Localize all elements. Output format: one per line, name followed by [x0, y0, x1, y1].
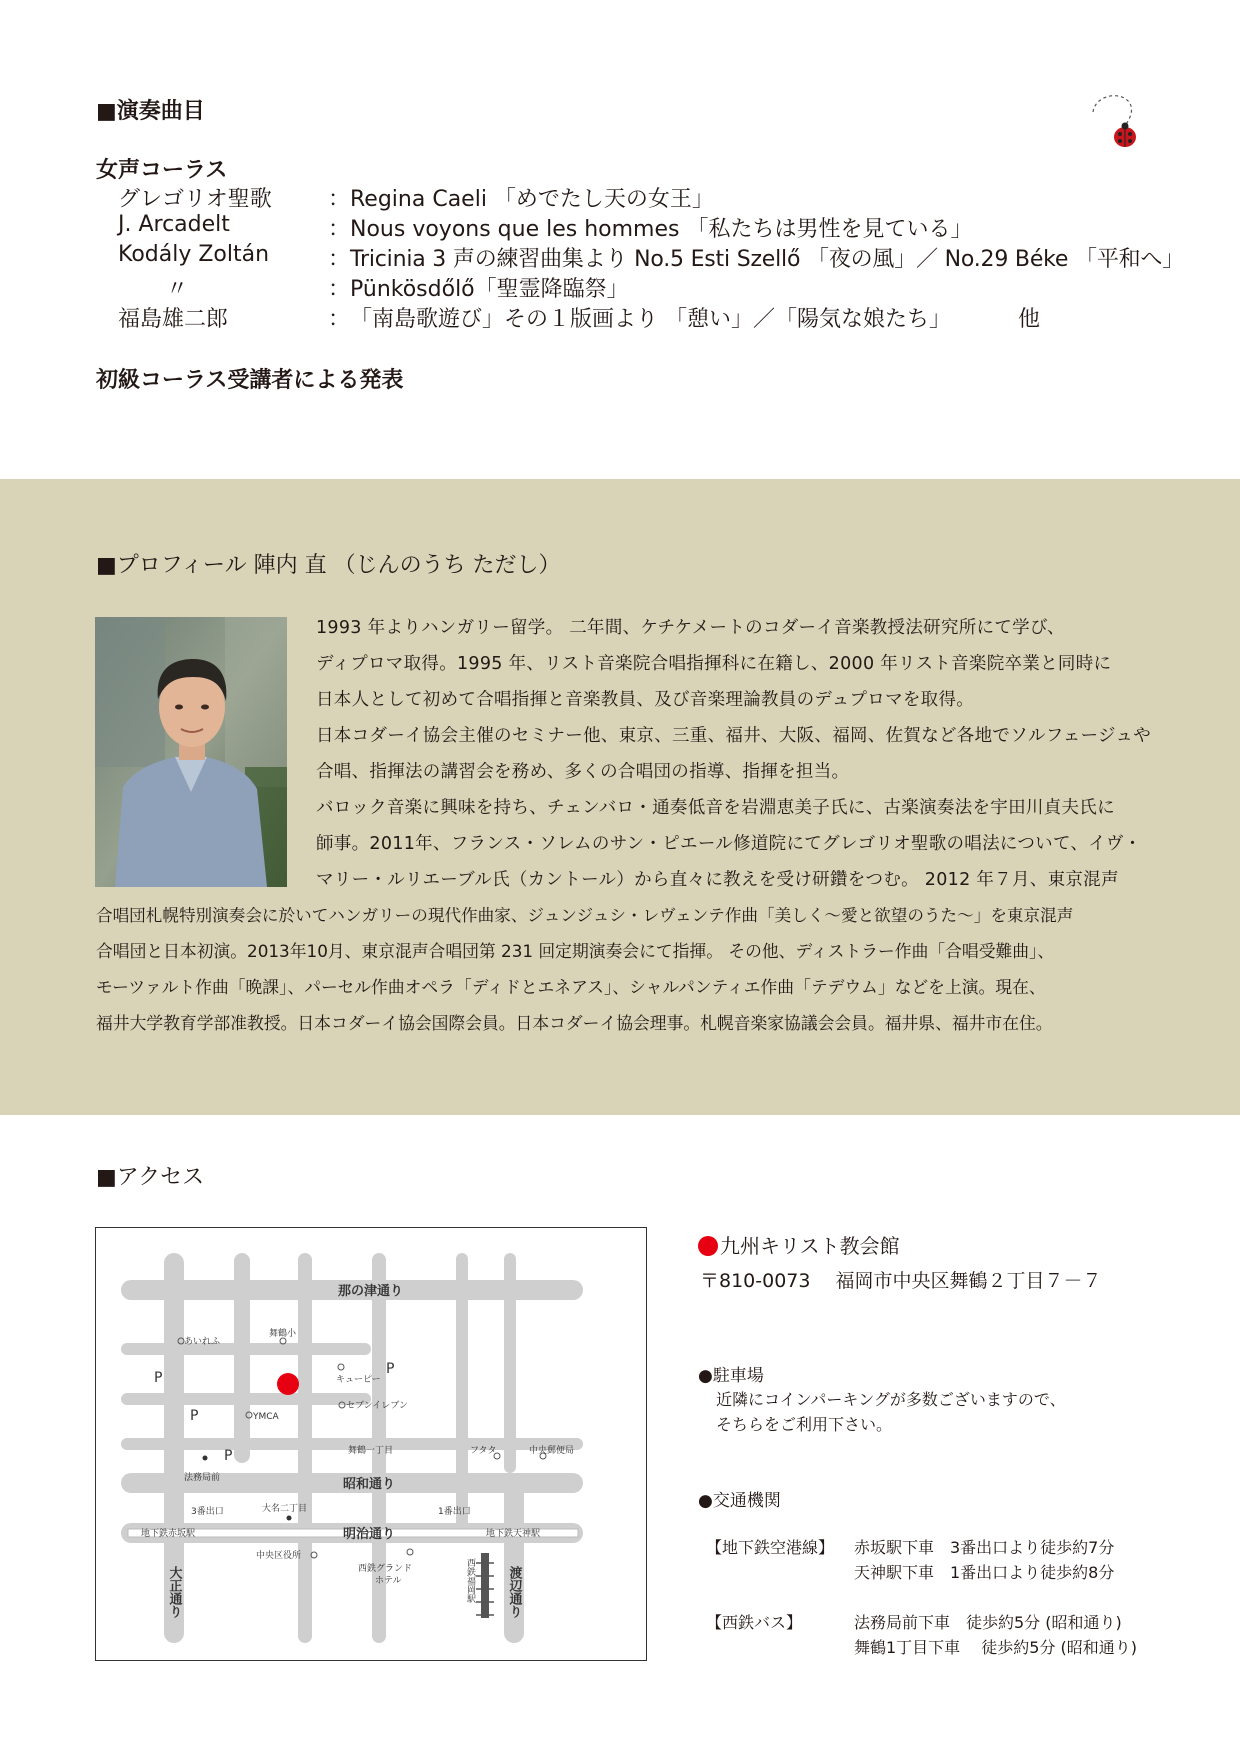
work: Pünkösdőlő「聖霊降臨祭」 [350, 277, 629, 302]
bus-line: 法務局前下車 徒歩約5分 (昭和通り) [854, 1613, 1122, 1632]
bio-line: 師事。2011年、フランス・ソレムのサン・ピエール修道院にてグレゴリオ聖歌の唱法について、イヴ・ [316, 834, 1142, 854]
beginner-presentation: 初級コーラス受講者による発表 [96, 368, 404, 393]
work: Tricinia 3 声の練習曲集より No.5 Esti Szellő 「夜の風」／ No.29 Béke 「平和へ」 [350, 247, 1185, 272]
colon: ： [328, 217, 351, 242]
road-watanabe: 渡辺通り [506, 1566, 522, 1618]
venue-name: 九州キリスト教会館 [698, 1230, 900, 1259]
composer: 〃 [166, 277, 189, 302]
label-chuoWard: 中央区役所 [256, 1551, 302, 1561]
label-kewpie: キューピー [336, 1375, 381, 1385]
label-chuoPost: 中央郵便局 [529, 1446, 575, 1456]
label-futata: フタタ [470, 1446, 497, 1456]
composer: Kodály Zoltán [118, 242, 270, 267]
label-ymca: YMCA [253, 1412, 279, 1422]
bio-line: 合唱団札幌特別演奏会に於いてハンガリーの現代作曲家、ジュンジュシ・レヴェンテ作曲「美しく～愛と欲望のうた～」を東京混声 [96, 906, 1074, 925]
label-exit1: 1番出口 [438, 1507, 471, 1517]
bio-line: マリー・ルリエーブル氏（カントール）から直々に教えを受け研鑽をつむ。 2012 年７月、東京混声 [316, 870, 1119, 890]
label-aireFu: あいれふ [184, 1337, 221, 1347]
bio-line: 福井大学教育学部准教授。日本コダーイ協会国際会員。日本コダーイ協会理事。札幌音楽家協議会会員。福井県、福井市在住。 [96, 1013, 1053, 1033]
label-daimyo2: 大名二丁目 [262, 1504, 308, 1514]
label-maizuru1: 舞鶴一丁目 [348, 1446, 394, 1456]
venue-dot-icon [698, 1236, 718, 1256]
label-maizuruSho: 舞鶴小 [269, 1329, 297, 1339]
bio-line: 1993 年よりハンガリー留学。 二年間、ケチケメートのコダーイ音楽教授法研究所にて学び、 [316, 618, 1065, 638]
program-heading: ■演奏曲目 [96, 99, 205, 124]
label-seven: セブンイレブン [346, 1401, 408, 1411]
program-row-1 [118, 182, 714, 212]
work: Regina Caeli 「めでたし天の女王」 [350, 187, 714, 212]
label-grandHotel2: ホテル [375, 1576, 402, 1586]
label-akasaka: 地下鉄赤坂駅 [141, 1529, 196, 1539]
profile-heading: ■プロフィール 陣内 直 （じんのうち ただし） [96, 553, 561, 578]
work: 「南島歌遊び」その１版画より 「憩い」／「陽気な娘たち」 [350, 307, 951, 332]
bio-line: 日本コダーイ協会主催のセミナー他、東京、三重、福井、大阪、福岡、佐賀など各地でソルフェージュや [316, 726, 1152, 746]
bio-line: バロック音楽に興味を持ち、チェンバロ・通奏低音を岩淵恵美子氏に、古楽演奏法を宇田川貞夫氏に [316, 798, 1115, 818]
parking-line: 近隣にコインパーキングが多数ございますので、 [716, 1390, 1066, 1409]
venue-marker [277, 1373, 299, 1395]
access-heading: ■アクセス [96, 1165, 205, 1190]
women-chorus-title: 女声コーラス [96, 158, 228, 183]
colon: ： [328, 307, 351, 332]
subway-line: 天神駅下車 1番出口より徒歩約8分 [854, 1563, 1115, 1582]
colon: ： [328, 247, 351, 272]
parking-line: そちらをご利用下さい。 [716, 1415, 893, 1434]
label-homukyoku: 法務局前 [184, 1473, 221, 1483]
svg-text:P: P [190, 1408, 199, 1424]
bio-line: 合唱団と日本初演。2013年10月、東京混声合唱団第 231 回定期演奏会にて指揮。 その他、ディストラー作曲「合唱受難曲」、 [96, 941, 1055, 961]
program-row-3 [118, 242, 1185, 272]
transit-title: ●交通機関 [698, 1491, 781, 1511]
composer: 福島雄二郎 [118, 307, 229, 332]
label-nishitetsu: 西鉄福岡駅 [465, 1558, 475, 1603]
svg-text:P: P [154, 1370, 163, 1386]
colon: ： [328, 277, 351, 302]
portrait-photo [95, 617, 287, 887]
road-taisho: 大正通り [166, 1566, 182, 1618]
etc: 他 [1018, 307, 1041, 332]
program-row-2 [118, 212, 973, 242]
subway-label: 【地下鉄空港線】 [706, 1538, 835, 1557]
bio-line: 合唱、指揮法の講習会を務め、多くの合唱団の指導、指揮を担当。 [316, 762, 850, 782]
label-grandHotel1: 西鉄グランド [358, 1564, 413, 1574]
ladybug-icon [1085, 92, 1145, 156]
composer: グレゴリオ聖歌 [118, 187, 272, 212]
road-nanotsu: 那の津通り [338, 1284, 404, 1299]
access-map [95, 1227, 647, 1661]
subway-line: 赤坂駅下車 3番出口より徒歩約7分 [854, 1538, 1115, 1557]
road-meiji: 明治通り [343, 1527, 396, 1542]
svg-text:P: P [224, 1448, 233, 1464]
label-exit3: 3番出口 [191, 1507, 224, 1517]
bus-label: 【西鉄バス】 [706, 1613, 803, 1632]
bus-line: 舞鶴1丁目下車 徒歩約5分 (昭和通り) [854, 1638, 1138, 1657]
venue-address: 〒810-0073 福岡市中央区舞鶴２丁目７－７ [700, 1270, 1102, 1292]
colon: ： [328, 187, 351, 212]
svg-text:P: P [386, 1361, 395, 1377]
work: Nous voyons que les hommes 「私たちは男性を見ている」 [350, 217, 973, 242]
parking-title: ●駐車場 [698, 1366, 764, 1386]
bio-line: 日本人として初めて合唱指揮と音楽教員、及び音楽理論教員のデュプロマを取得。 [316, 690, 975, 710]
program-row-5 [118, 302, 1041, 332]
bio-line: ディプロマ取得。1995 年、リスト音楽院合唱指揮科に在籍し、2000 年リスト音楽院卒業と同時に [316, 654, 1112, 674]
road-showa: 昭和通り [343, 1477, 396, 1492]
bio-line: モーツァルト作曲「晩課」、パーセル作曲オペラ「ディドとエネアス」、シャルパンティエ作曲「テデウム」などを上演。現在、 [96, 977, 1046, 997]
composer: J. Arcadelt [118, 212, 230, 237]
label-tenjin: 地下鉄天神駅 [486, 1529, 541, 1539]
